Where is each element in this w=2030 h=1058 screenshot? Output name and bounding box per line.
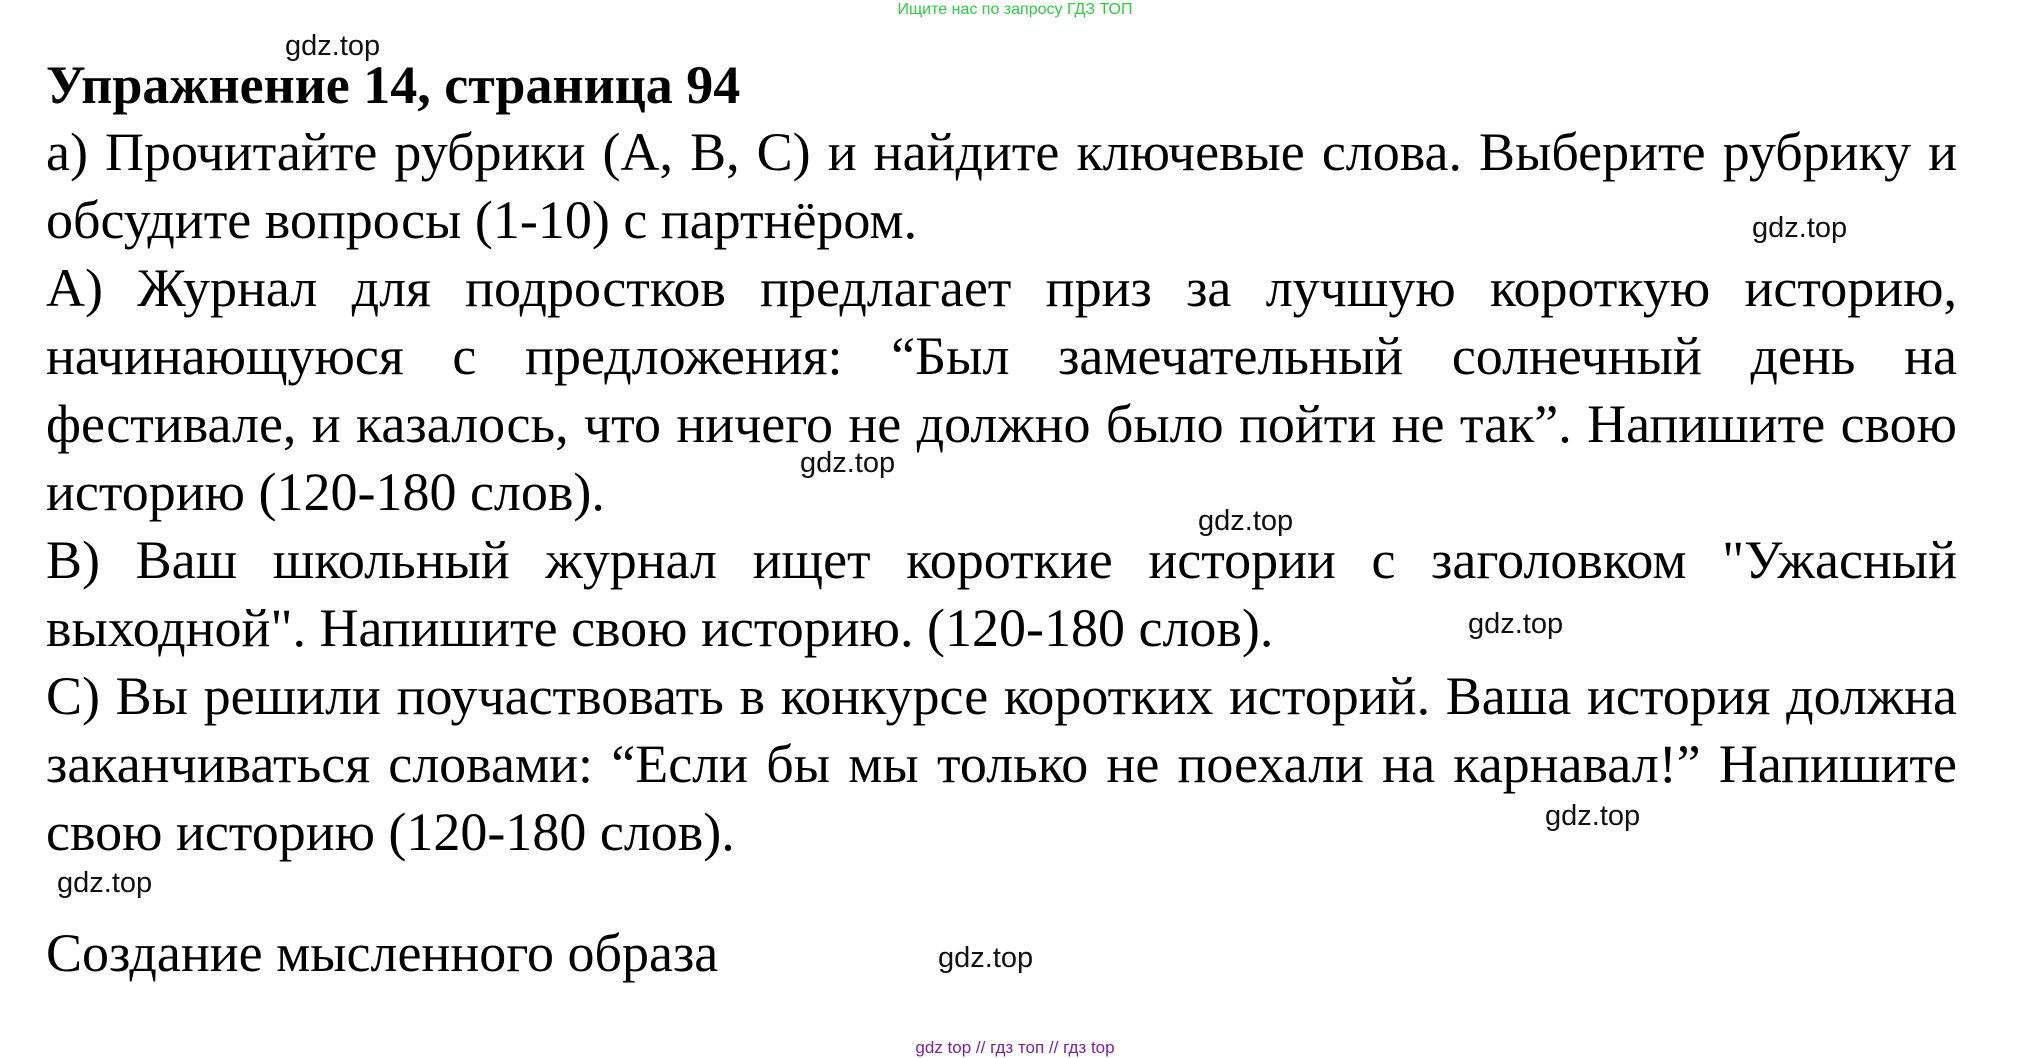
- watermark: gdz.top: [285, 30, 381, 62]
- watermark: gdz.top: [1545, 800, 1641, 832]
- section-spacer: [46, 866, 1957, 919]
- watermark: gdz.top: [1198, 505, 1294, 537]
- watermark: gdz.top: [1468, 608, 1564, 640]
- task-instruction: a) Прочитайте рубрики (A, B, C) и найдите ключевые слова. Выберите рубрику и обсудите вопросы (1-10) с партнёром.: [46, 122, 1957, 250]
- page-title: Упражнение 14, страница 94: [46, 55, 741, 115]
- watermark: gdz.top: [57, 867, 153, 899]
- option-a: A) Журнал для подростков предлагает приз за лучшую короткую историю, начинающуюся с предложения: “Был замечательный солнечный день на фестивале, и казалось, что ничего не должно было пойти не так”. Напишите свою историю (120-180 слов).: [46, 258, 1957, 522]
- footer-links: gdz top // гдз топ // гдз top: [915, 1038, 1115, 1057]
- exercise-content: [46, 118, 1957, 987]
- watermark: gdz.top: [800, 447, 896, 479]
- watermark: gdz.top: [1752, 212, 1848, 244]
- option-b: B) Ваш школьный журнал ищет короткие истории с заголовком "Ужасный выходной". Напишите свою историю. (120-180 слов).: [46, 530, 1957, 658]
- watermark: gdz.top: [938, 942, 1034, 974]
- section-subheading: Создание мысленного образа: [46, 923, 719, 983]
- top-banner: Ищите нас по запросу ГДЗ ТОП: [897, 1, 1133, 18]
- option-c: C) Вы решили поучаствовать в конкурсе коротких историй. Ваша история должна заканчиваться словами: “Если бы мы только не поехали на карнавал!” Напишите свою историю (120-180 слов).: [46, 666, 1957, 862]
